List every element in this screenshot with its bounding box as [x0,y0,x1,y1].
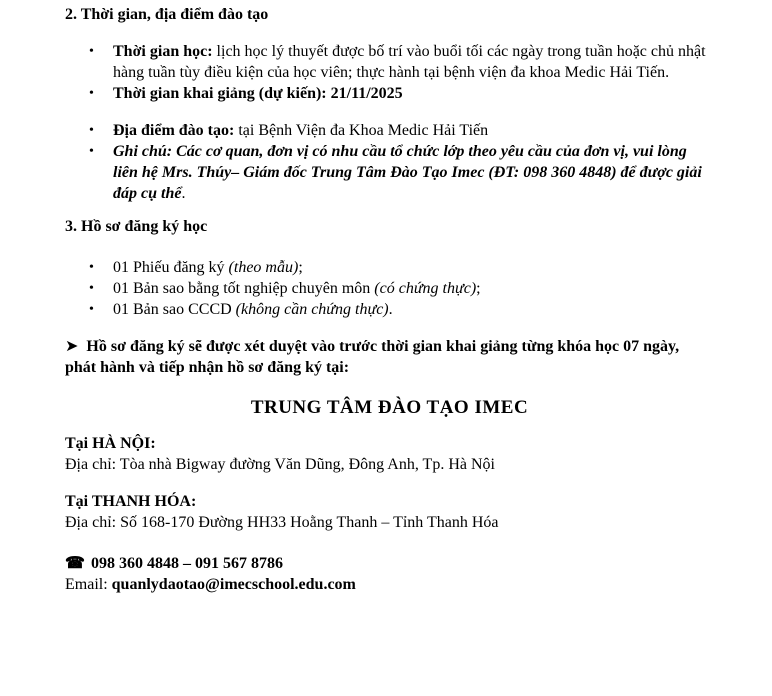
run-italic: (không cần chứng thực) [235,301,389,318]
bullet-icon: • [89,44,94,59]
bullet-icon: • [89,260,94,275]
run-regular: . [388,301,393,318]
run-regular: lịch học lý thuyết được bố trí vào buổi tối các ngày trong tuần hoặc chủ nhật hàng tuần tùy điều kiện của học viên; thực hành tại bệnh viện đa khoa Medic Hải Tiến. [113,43,706,81]
run-bold: Địa điểm đào tạo: [113,122,235,139]
thanhhoa-label: Tại THANH HÓA: [65,493,197,510]
list-item-id-copy [65,299,714,320]
email-label: Email: [65,576,112,593]
bullet-icon: • [89,302,94,317]
notice-text: Hồ sơ đăng ký sẽ được xét duyệt vào trước thời gian khai giảng từng khóa học 07 ngày, phát hành và tiếp nhận hồ sơ đăng ký tại: [65,338,680,376]
list-item-text [113,278,714,299]
run-regular: 01 Bản sao CCCD [113,301,236,318]
list-item-text [113,257,714,278]
hanoi-label: Tại HÀ NỘI: [65,435,156,452]
run-regular: 01 Phiếu đăng ký [113,259,229,276]
phone-line [65,553,714,574]
list-item-text [113,83,714,104]
bullet-icon: • [89,123,94,138]
list-item-opening-date [65,83,714,104]
list-item-note [65,141,714,204]
list-item-registration-form [65,257,714,278]
list-item-text [113,141,714,204]
run-regular: ; [298,259,303,276]
run-bold: Thời gian khai giảng (dự kiến): 21/11/2025 [113,85,403,102]
bullet-icon: • [89,144,94,159]
section-2-list [65,41,714,204]
list-item-study-time [65,41,714,83]
thanhhoa-address: Địa chỉ: Số 168-170 Đường HH33 Hoằng Thanh – Tỉnh Thanh Hóa [65,514,499,531]
run-italic: (có chứng thực) [374,280,477,297]
run-italic: (theo mẫu) [228,259,299,276]
list-item-location [65,120,714,141]
run-regular: tại Bệnh Viện đa Khoa Medic Hải Tiến [234,122,489,139]
email-address: quanlydaotao@imecschool.edu.com [111,576,356,593]
list-item-text [113,41,714,83]
review-notice [65,336,714,378]
list-item-text [113,299,714,320]
run-regular: . [181,185,186,202]
arrowhead-icon: ➤ [65,338,79,355]
list-item-diploma-copy [65,278,714,299]
center-title: TRUNG TÂM ĐÀO TẠO IMEC [250,397,529,418]
phone-numbers: 098 360 4848 – 091 567 8786 [90,555,283,572]
telephone-icon: ☎ [65,555,85,572]
section-3-heading: 3. Hồ sơ đăng ký học [65,218,208,235]
bullet-icon: • [89,281,94,296]
bullet-icon: • [89,86,94,101]
run-bold-italic: Ghi chú: Các cơ quan, đơn vị có nhu cầu tổ chức lớp theo yêu cầu của đơn vị, vui lòng liên hệ Mrs. Thúy– Giám đốc Trung Tâm Đào Tạo Imec (ĐT: 098 360 4848) để được giải đáp cụ thể [113,143,702,202]
section-3-list [65,257,714,320]
hanoi-address: Địa chỉ: Tòa nhà Bigway đường Văn Dũng, Đông Anh, Tp. Hà Nội [65,456,495,473]
run-regular: 01 Bản sao bằng tốt nghiệp chuyên môn [113,280,375,297]
list-item-text [113,120,714,141]
run-regular: ; [476,280,481,297]
email-line [65,574,714,595]
run-bold: Thời gian học: [113,43,213,60]
section-2-heading: 2. Thời gian, địa điểm đào tạo [65,6,269,23]
